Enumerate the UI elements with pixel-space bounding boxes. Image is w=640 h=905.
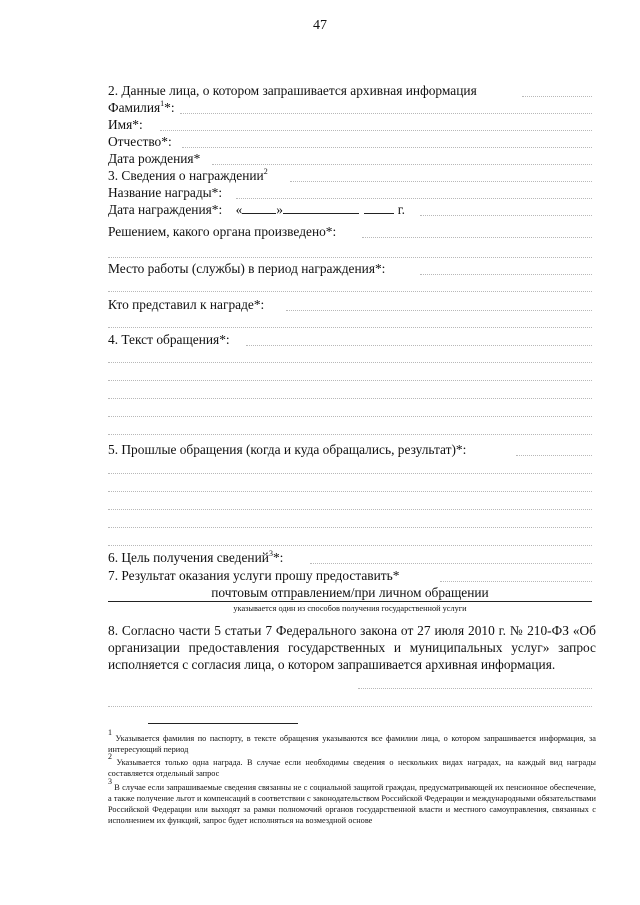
birthdate-field[interactable] [212,164,592,165]
section3-title: 3. Сведения о награждении$^2$ [108,167,268,183]
section8-dotted-line2 [108,706,592,707]
award-name-field[interactable] [236,198,592,199]
footnote-ref-1: 1 [160,99,165,108]
section6-title: 6. Цель получения сведений$^3$*: [108,549,284,565]
past-requests-field[interactable] [516,455,592,456]
award-day-field[interactable] [242,202,276,214]
award-year-field[interactable] [364,202,394,214]
request-text-line4[interactable] [108,398,592,399]
nominator-field[interactable] [286,310,592,311]
delivery-method-hint: указывается один из способов получения государственной услуги [233,604,467,613]
name-label: Имя*: [108,117,143,132]
workplace-label: Место работы (службы) в период награждения*: [108,261,386,276]
section3-dotted-line [290,181,592,182]
workplace-field-line2[interactable] [108,291,592,292]
footnote-2: $^2$ Указывается только одна награда. В случае если необходимы сведения о нескольких видах наградах, на каждый вид награды составляется отдельный запрос [108,752,597,778]
page-number: 47 [313,18,327,33]
section2-title: 2. Данные лица, о котором запрашивается архивная информация [108,83,477,98]
decision-field[interactable] [362,237,592,238]
delivery-method-value[interactable]: почтовым отправлением/при личном обращении [211,585,489,600]
title-dotted-line [522,96,592,97]
award-month-field[interactable] [283,202,359,214]
section8-dotted-line [358,688,592,689]
footnote-1: $^1$ Указывается фамилия по паспорту, в тексте обращения указываются все фамилии лица, о котором запрашивается информация, за интересующий период [108,728,596,754]
award-date-row: Дата награждения*: « » г. [108,202,406,217]
footnote-ref-3: 3 [268,549,273,558]
request-text-line2[interactable] [108,362,592,363]
surname-label: Фамилия$^1$*: [108,99,175,115]
nominator-field-line2[interactable] [108,327,592,328]
footnote-3: $^3$ В случае если запрашиваемые сведения связанны не с социальной защитой граждан, предусматривающей их пенсионное обеспечение, а также получение льгот и компенсаций в соответствии с законодательством Российской Федерации и международными обязательствами Российской Федерации или выходят за рамки полномочий органов государственной власти и местного самоуправления, связанных с исполнением их функций, запрос будет исполняться на возмездной основе [108,777,596,825]
award-date-dotted-line [420,215,592,216]
name-field[interactable] [160,130,592,131]
section7-dotted-line [440,581,592,582]
patronymic-label: Отчество*: [108,134,172,149]
decision-label: Решением, какого органа произведено*: [108,224,337,239]
section7-title: 7. Результат оказания услуги прошу предоставить* [108,568,400,583]
past-requests-line5[interactable] [108,527,592,528]
request-text-line6[interactable] [108,434,592,435]
award-name-label: Название награды*: [108,185,223,200]
request-text-field[interactable] [246,345,592,346]
footnote-separator [148,723,298,724]
decision-field-line2[interactable] [108,257,592,258]
past-requests-line2[interactable] [108,473,592,474]
purpose-field[interactable] [310,563,592,564]
footnote-ref-2: 2 [263,167,268,176]
past-requests-line3[interactable] [108,491,592,492]
workplace-field[interactable] [420,274,592,275]
section5-title: 5. Прошлые обращения (когда и куда обращались, результат)*: [108,442,467,457]
past-requests-line6[interactable] [108,545,592,546]
section4-title: 4. Текст обращения*: [108,332,230,347]
surname-field[interactable] [180,113,592,114]
birthdate-label: Дата рождения* [108,151,201,166]
section8-text: 8. Согласно части 5 статьи 7 Федерального закона от 27 июля 2010 г. № 210-ФЗ «Об организации предоставления государственных и муниципальных услуг» запрос исполняется с согласия лица, о котором запрашивается архивная информация. [108,623,596,672]
delivery-method-underline [108,601,592,602]
request-text-line3[interactable] [108,380,592,381]
request-text-line5[interactable] [108,416,592,417]
past-requests-line4[interactable] [108,509,592,510]
nominator-label: Кто представил к награде*: [108,297,265,312]
patronymic-field[interactable] [182,147,592,148]
